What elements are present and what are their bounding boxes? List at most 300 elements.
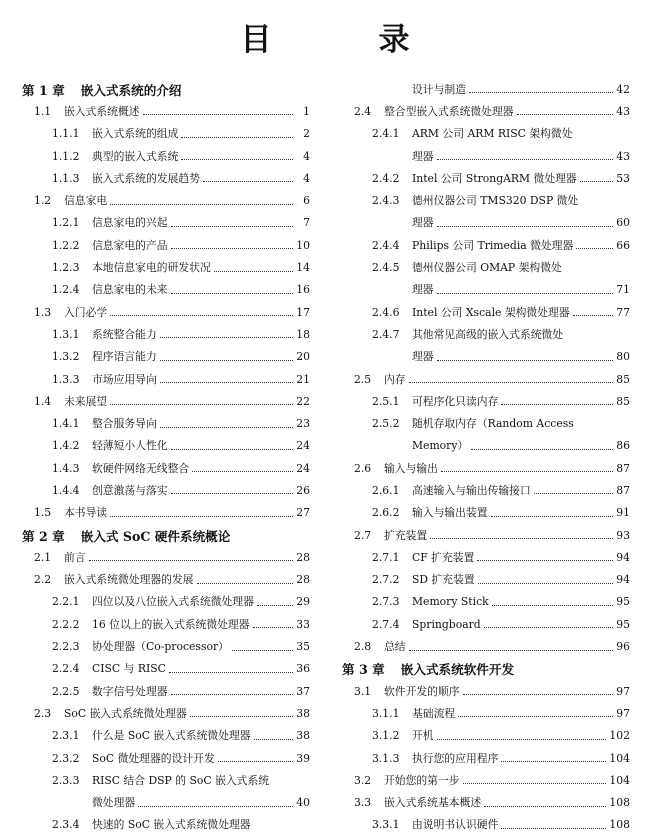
page-number: 95 (616, 595, 630, 609)
dot-leader (181, 136, 293, 138)
entry-title: 设计与制造 (412, 82, 466, 96)
section-entry[interactable] (342, 524, 630, 546)
entry-number: 2.4.6 (372, 305, 400, 319)
subsection-entry[interactable] (342, 725, 630, 747)
entry-title: 创意激荡与落实 (92, 483, 168, 497)
section-entry[interactable] (342, 769, 630, 791)
dot-leader (218, 760, 293, 762)
dot-leader (190, 715, 293, 717)
dot-leader (437, 359, 613, 361)
entry-continuation[interactable] (342, 279, 630, 301)
entry-title: 整合型嵌入式系统微处理器 (384, 104, 514, 118)
page-number: 6 (303, 194, 310, 208)
page-number: 38 (296, 706, 310, 720)
page-number: 85 (616, 394, 630, 408)
page-number: 97 (616, 706, 630, 720)
entry-number: 2.3.4 (52, 818, 80, 832)
section-entry[interactable] (342, 457, 630, 479)
subsection-entry[interactable] (342, 167, 630, 189)
subsection-entry[interactable] (342, 814, 630, 836)
entry-number: 1.4.4 (52, 483, 80, 497)
entry-number: 2.7.1 (372, 550, 400, 564)
subsection-entry[interactable] (342, 256, 630, 278)
dot-leader (169, 671, 293, 673)
dot-leader (469, 91, 613, 93)
entry-title: Intel 公司 Xscale 架构微处理器 (412, 305, 570, 319)
dot-leader (110, 515, 293, 517)
entry-title: 系统整合能力 (92, 327, 157, 341)
entry-number: 2.2.2 (52, 617, 80, 631)
entry-title: 嵌入式系统的发展趋势 (92, 171, 200, 185)
dot-leader (110, 403, 293, 405)
section-entry[interactable] (22, 189, 310, 211)
subsection-entry[interactable] (22, 747, 310, 769)
entry-title: 整合服务导向 (92, 417, 157, 431)
subsection-entry[interactable] (342, 323, 630, 345)
entry-title: 高速输入与输出传输接口 (412, 483, 531, 497)
entry-title: 信息家电 (64, 194, 108, 208)
page-number: 87 (616, 461, 630, 475)
toc-left-column (22, 78, 310, 836)
page-number: 10 (296, 238, 310, 252)
subsection-entry[interactable] (342, 412, 630, 434)
page-number: 104 (609, 751, 630, 765)
dot-leader (214, 270, 293, 272)
entry-number: 2.3.1 (52, 729, 80, 743)
entry-title: 数字信号处理器 (92, 684, 168, 698)
entry-title: 理器 (412, 350, 434, 364)
entry-title: 嵌入式系统的介绍 (80, 82, 182, 98)
dot-leader (181, 158, 293, 160)
page-number: 71 (616, 283, 630, 297)
entry-number: 2.3 (34, 706, 52, 720)
subsection-entry[interactable] (342, 546, 630, 568)
entry-number: 2.3.2 (52, 751, 80, 765)
chapter-heading[interactable] (22, 524, 310, 546)
section-entry[interactable] (22, 502, 310, 524)
entry-title: 德州仪器公司 TMS320 DSP 微处 (412, 194, 579, 208)
entry-number: 2.2.4 (52, 662, 80, 676)
page-number: 4 (303, 149, 310, 163)
dot-leader (580, 180, 613, 182)
entry-number: 2.8 (354, 640, 372, 654)
entry-number: 1.4 (34, 394, 52, 408)
entry-title: 开始您的第一步 (384, 773, 460, 787)
entry-number: 2.4 (354, 104, 372, 118)
entry-title: 协处理器（Co-processor） (92, 640, 229, 654)
dot-leader (253, 626, 293, 628)
entry-number: 1.2.2 (52, 238, 80, 252)
entry-title: 其他常见高级的嵌入式系统微处 (412, 327, 564, 341)
entry-title: Memory） (412, 439, 469, 453)
page-number: 87 (616, 483, 630, 497)
page-number: 60 (616, 216, 630, 230)
page-number: 27 (296, 506, 310, 520)
subsection-entry[interactable] (22, 234, 310, 256)
entry-title: 总结 (384, 640, 406, 654)
dot-leader (143, 113, 293, 115)
entry-title: 快速的 SoC 嵌入式系统微处理器 (92, 818, 251, 832)
dot-leader (491, 515, 613, 517)
subsection-entry[interactable] (22, 123, 310, 145)
dot-leader (478, 582, 613, 584)
dot-leader (534, 492, 613, 494)
entry-title: Philips 公司 Trimedia 微处理器 (412, 238, 574, 252)
subsection-entry[interactable] (342, 189, 630, 211)
dot-leader (254, 738, 293, 740)
entry-title: 嵌入式 SoC 硬件系统概论 (80, 528, 231, 544)
entry-number: 2.7.4 (372, 617, 400, 631)
dot-leader (171, 247, 293, 249)
entry-title: 微处理器 (92, 796, 136, 810)
entry-number: 2.5.2 (372, 417, 400, 431)
entry-number: 3.1.2 (372, 729, 400, 743)
entry-title: 嵌入式系统微处理器的发展 (64, 573, 194, 587)
entry-number: 2.2.1 (52, 595, 80, 609)
entry-title: CF 扩充装置 (412, 550, 475, 564)
entry-title: 前言 (64, 550, 86, 564)
entry-title: Intel 公司 StrongARM 微处理器 (412, 171, 577, 185)
page-number: 26 (296, 483, 310, 497)
entry-number: 1.5 (34, 506, 52, 520)
subsection-entry[interactable] (342, 234, 630, 256)
entry-title: 典型的嵌入式系统 (92, 149, 179, 163)
subsection-entry[interactable] (22, 279, 310, 301)
entry-number: 2.3.3 (52, 773, 80, 787)
entry-number: 1.4.3 (52, 461, 80, 475)
entry-number: 3.1 (354, 684, 372, 698)
page-number: 43 (616, 149, 630, 163)
entry-number: 2.4.1 (372, 127, 400, 141)
entry-title: 随机存取内存（Random Access (412, 417, 574, 431)
entry-number: 1.2.1 (52, 216, 80, 230)
entry-title: 嵌入式系统软件开发 (400, 662, 515, 678)
entry-number: 2.7.3 (372, 595, 400, 609)
page-number: 43 (616, 104, 630, 118)
entry-title: 软硬件网络无线整合 (92, 461, 190, 475)
entry-title: 理器 (412, 283, 434, 297)
page-number: 36 (296, 662, 310, 676)
dot-leader (171, 693, 293, 695)
entry-title: ARM 公司 ARM RISC 架构微处 (412, 127, 573, 141)
chapter-heading[interactable] (342, 658, 630, 680)
section-entry[interactable] (22, 100, 310, 122)
page-number: 23 (296, 417, 310, 431)
entry-continuation[interactable] (342, 212, 630, 234)
dot-leader (110, 314, 293, 316)
entry-title: 本地信息家电的研发状况 (92, 261, 211, 275)
subsection-entry[interactable] (342, 613, 630, 635)
toc-right-column (342, 78, 630, 836)
dot-leader (484, 805, 606, 807)
entry-number: 第 2 章 (22, 528, 65, 544)
section-entry[interactable] (22, 546, 310, 568)
entry-title: SD 扩充装置 (412, 573, 475, 587)
page-number: 2 (303, 127, 310, 141)
entry-title: 嵌入式系统概述 (64, 104, 140, 118)
entry-title: 软件开发的顺序 (384, 684, 460, 698)
entry-number: 1.3.1 (52, 327, 80, 341)
subsection-entry[interactable] (342, 123, 630, 145)
page-number: 85 (616, 372, 630, 386)
entry-number: 3.2 (354, 773, 372, 787)
entry-title: 德州仪器公司 OMAP 架构微处 (412, 261, 562, 275)
entry-number: 2.4.2 (372, 171, 400, 185)
dot-leader (463, 693, 613, 695)
dot-leader (160, 426, 293, 428)
subsection-entry[interactable] (22, 769, 310, 791)
entry-title: 由说明书认识硬件 (412, 818, 499, 832)
page-number: 96 (616, 640, 630, 654)
dot-leader (492, 604, 613, 606)
page-number: 80 (616, 350, 630, 364)
subsection-entry[interactable] (22, 412, 310, 434)
subsection-entry[interactable] (342, 747, 630, 769)
entry-title: 市场应用导向 (92, 372, 157, 386)
subsection-entry[interactable] (22, 613, 310, 635)
dot-leader (110, 203, 293, 205)
entry-number: 2.2.5 (52, 684, 80, 698)
dot-leader (409, 649, 613, 651)
page-title: 目 录 (240, 22, 448, 58)
entry-continuation[interactable] (22, 792, 310, 814)
subsection-entry[interactable] (342, 569, 630, 591)
dot-leader (197, 582, 293, 584)
entry-number: 1.3.3 (52, 372, 80, 386)
entry-continuation[interactable] (342, 78, 630, 100)
page-number: 17 (296, 305, 310, 319)
subsection-entry[interactable] (22, 814, 310, 836)
entry-title: CISC 与 RISC (92, 662, 166, 676)
dot-leader (437, 738, 607, 740)
section-entry[interactable] (342, 680, 630, 702)
dot-leader (471, 448, 613, 450)
page-number: 29 (296, 595, 310, 609)
dot-leader (484, 626, 613, 628)
entry-title: 扩充装置 (384, 528, 428, 542)
subsection-entry[interactable] (22, 479, 310, 501)
entry-title: 开机 (412, 729, 434, 743)
entry-number: 1.1.3 (52, 171, 80, 185)
subsection-entry[interactable] (22, 323, 310, 345)
page-number: 38 (296, 729, 310, 743)
entry-title: 信息家电的兴起 (92, 216, 168, 230)
page-number: 35 (296, 640, 310, 654)
subsection-entry[interactable] (22, 658, 310, 680)
entry-title: 嵌入式系统基本概述 (384, 796, 482, 810)
entry-title: SoC 嵌入式系统微处理器 (64, 706, 187, 720)
dot-leader (441, 470, 613, 472)
entry-continuation[interactable] (342, 435, 630, 457)
entry-continuation[interactable] (342, 145, 630, 167)
entry-number: 2.1 (34, 550, 52, 564)
entry-title: 基础流程 (412, 706, 456, 720)
entry-title: 信息家电的产品 (92, 238, 168, 252)
subsection-entry[interactable] (22, 145, 310, 167)
subsection-entry[interactable] (22, 725, 310, 747)
dot-leader (171, 292, 293, 294)
page-number: 53 (616, 171, 630, 185)
entry-title: 信息家电的未来 (92, 283, 168, 297)
subsection-entry[interactable] (22, 212, 310, 234)
entry-title: 什么是 SoC 嵌入式系统微处理器 (92, 729, 251, 743)
entry-title: 执行您的应用程序 (412, 751, 499, 765)
page-number: 28 (296, 573, 310, 587)
entry-number: 1.1 (34, 104, 52, 118)
entry-number: 2.6.2 (372, 506, 400, 520)
entry-number: 第 3 章 (342, 662, 385, 678)
chapter-heading[interactable] (22, 78, 310, 100)
dot-leader (501, 760, 606, 762)
entry-number: 3.1.1 (372, 706, 400, 720)
page-number: 37 (296, 684, 310, 698)
subsection-entry[interactable] (22, 591, 310, 613)
subsection-entry[interactable] (342, 301, 630, 323)
page-number: 108 (609, 818, 630, 832)
entry-number: 1.3.2 (52, 350, 80, 364)
dot-leader (171, 448, 293, 450)
entry-title: 程序语言能力 (92, 350, 157, 364)
page-number: 93 (616, 528, 630, 542)
entry-number: 1.1.1 (52, 127, 80, 141)
entry-number: 2.4.3 (372, 194, 400, 208)
entry-number: 1.4.2 (52, 439, 80, 453)
entry-continuation[interactable] (342, 346, 630, 368)
dot-leader (477, 559, 613, 561)
subsection-entry[interactable] (22, 680, 310, 702)
entry-number: 2.7.2 (372, 573, 400, 587)
page-number: 18 (296, 327, 310, 341)
dot-leader (232, 649, 293, 651)
subsection-entry[interactable] (22, 635, 310, 657)
section-entry[interactable] (342, 100, 630, 122)
dot-leader (430, 537, 613, 539)
subsection-entry[interactable] (22, 256, 310, 278)
entry-title: 嵌入式系统的组成 (92, 127, 179, 141)
entry-title: RISC 结合 DSP 的 SoC 嵌入式系统 (92, 773, 270, 787)
entry-title: 理器 (412, 149, 434, 163)
section-entry[interactable] (342, 635, 630, 657)
entry-number: 3.3.1 (372, 818, 400, 832)
page-number: 94 (616, 550, 630, 564)
section-entry[interactable] (22, 390, 310, 412)
section-entry[interactable] (22, 702, 310, 724)
dot-leader (501, 827, 606, 829)
entry-number: 2.5 (354, 372, 372, 386)
entry-number: 1.2 (34, 194, 52, 208)
page-number: 22 (296, 394, 310, 408)
section-entry[interactable] (342, 368, 630, 390)
entry-title: 输入与输出装置 (412, 506, 488, 520)
section-entry[interactable] (22, 301, 310, 323)
subsection-entry[interactable] (342, 390, 630, 412)
page-number: 14 (296, 261, 310, 275)
entry-number: 第 1 章 (22, 82, 65, 98)
entry-title: SoC 微处理器的设计开发 (92, 751, 215, 765)
page-number: 91 (616, 506, 630, 520)
entry-title: 轻薄短小人性化 (92, 439, 168, 453)
page-number: 94 (616, 573, 630, 587)
page-number: 66 (616, 238, 630, 252)
page-number: 86 (616, 439, 630, 453)
subsection-entry[interactable] (22, 435, 310, 457)
page-number: 77 (616, 305, 630, 319)
entry-title: 理器 (412, 216, 434, 230)
subsection-entry[interactable] (22, 346, 310, 368)
entry-number: 2.7 (354, 528, 372, 542)
entry-number: 2.2 (34, 573, 52, 587)
dot-leader (192, 470, 293, 472)
entry-title: 输入与输出 (384, 461, 438, 475)
page-number: 39 (296, 751, 310, 765)
entry-title: Memory Stick (412, 595, 489, 609)
page-number: 40 (296, 796, 310, 810)
page-number: 102 (609, 729, 630, 743)
section-entry[interactable] (342, 792, 630, 814)
entry-title: 入门必学 (64, 305, 108, 319)
dot-leader (517, 113, 613, 115)
page-number: 24 (296, 461, 310, 475)
page-number: 7 (303, 216, 310, 230)
dot-leader (171, 492, 293, 494)
dot-leader (409, 381, 613, 383)
dot-leader (573, 314, 613, 316)
dot-leader (171, 225, 293, 227)
dot-leader (160, 359, 293, 361)
entry-number: 2.6.1 (372, 483, 400, 497)
dot-leader (501, 403, 613, 405)
entry-title: 16 位以上的嵌入式系统微处理器 (92, 617, 250, 631)
subsection-entry[interactable] (22, 368, 310, 390)
section-entry[interactable] (22, 569, 310, 591)
dot-leader (437, 158, 613, 160)
entry-title: Springboard (412, 617, 481, 631)
page-number: 104 (609, 773, 630, 787)
entry-title: 内存 (384, 372, 406, 386)
subsection-entry[interactable] (342, 702, 630, 724)
entry-number: 2.5.1 (372, 394, 400, 408)
entry-number: 2.2.3 (52, 640, 80, 654)
page-number: 1 (303, 104, 310, 118)
dot-leader (257, 604, 293, 606)
entry-number: 1.2.3 (52, 261, 80, 275)
entry-number: 2.4.5 (372, 261, 400, 275)
entry-title: 本书导读 (64, 506, 108, 520)
dot-leader (89, 559, 293, 561)
subsection-entry[interactable] (342, 591, 630, 613)
entry-number: 1.3 (34, 305, 52, 319)
page-number: 20 (296, 350, 310, 364)
dot-leader (458, 715, 613, 717)
subsection-entry[interactable] (22, 457, 310, 479)
subsection-entry[interactable] (342, 479, 630, 501)
page-number: 24 (296, 439, 310, 453)
entry-title: 未来展望 (64, 394, 108, 408)
entry-title: 四位以及八位嵌入式系统微处理器 (92, 595, 254, 609)
subsection-entry[interactable] (22, 167, 310, 189)
page-number: 4 (303, 171, 310, 185)
entry-number: 1.2.4 (52, 283, 80, 297)
page-number: 28 (296, 550, 310, 564)
dot-leader (160, 336, 293, 338)
dot-leader (437, 292, 613, 294)
entry-number: 1.1.2 (52, 149, 80, 163)
page-number: 16 (296, 283, 310, 297)
subsection-entry[interactable] (342, 502, 630, 524)
page-number: 33 (296, 617, 310, 631)
page-number: 95 (616, 617, 630, 631)
dot-leader (138, 805, 293, 807)
